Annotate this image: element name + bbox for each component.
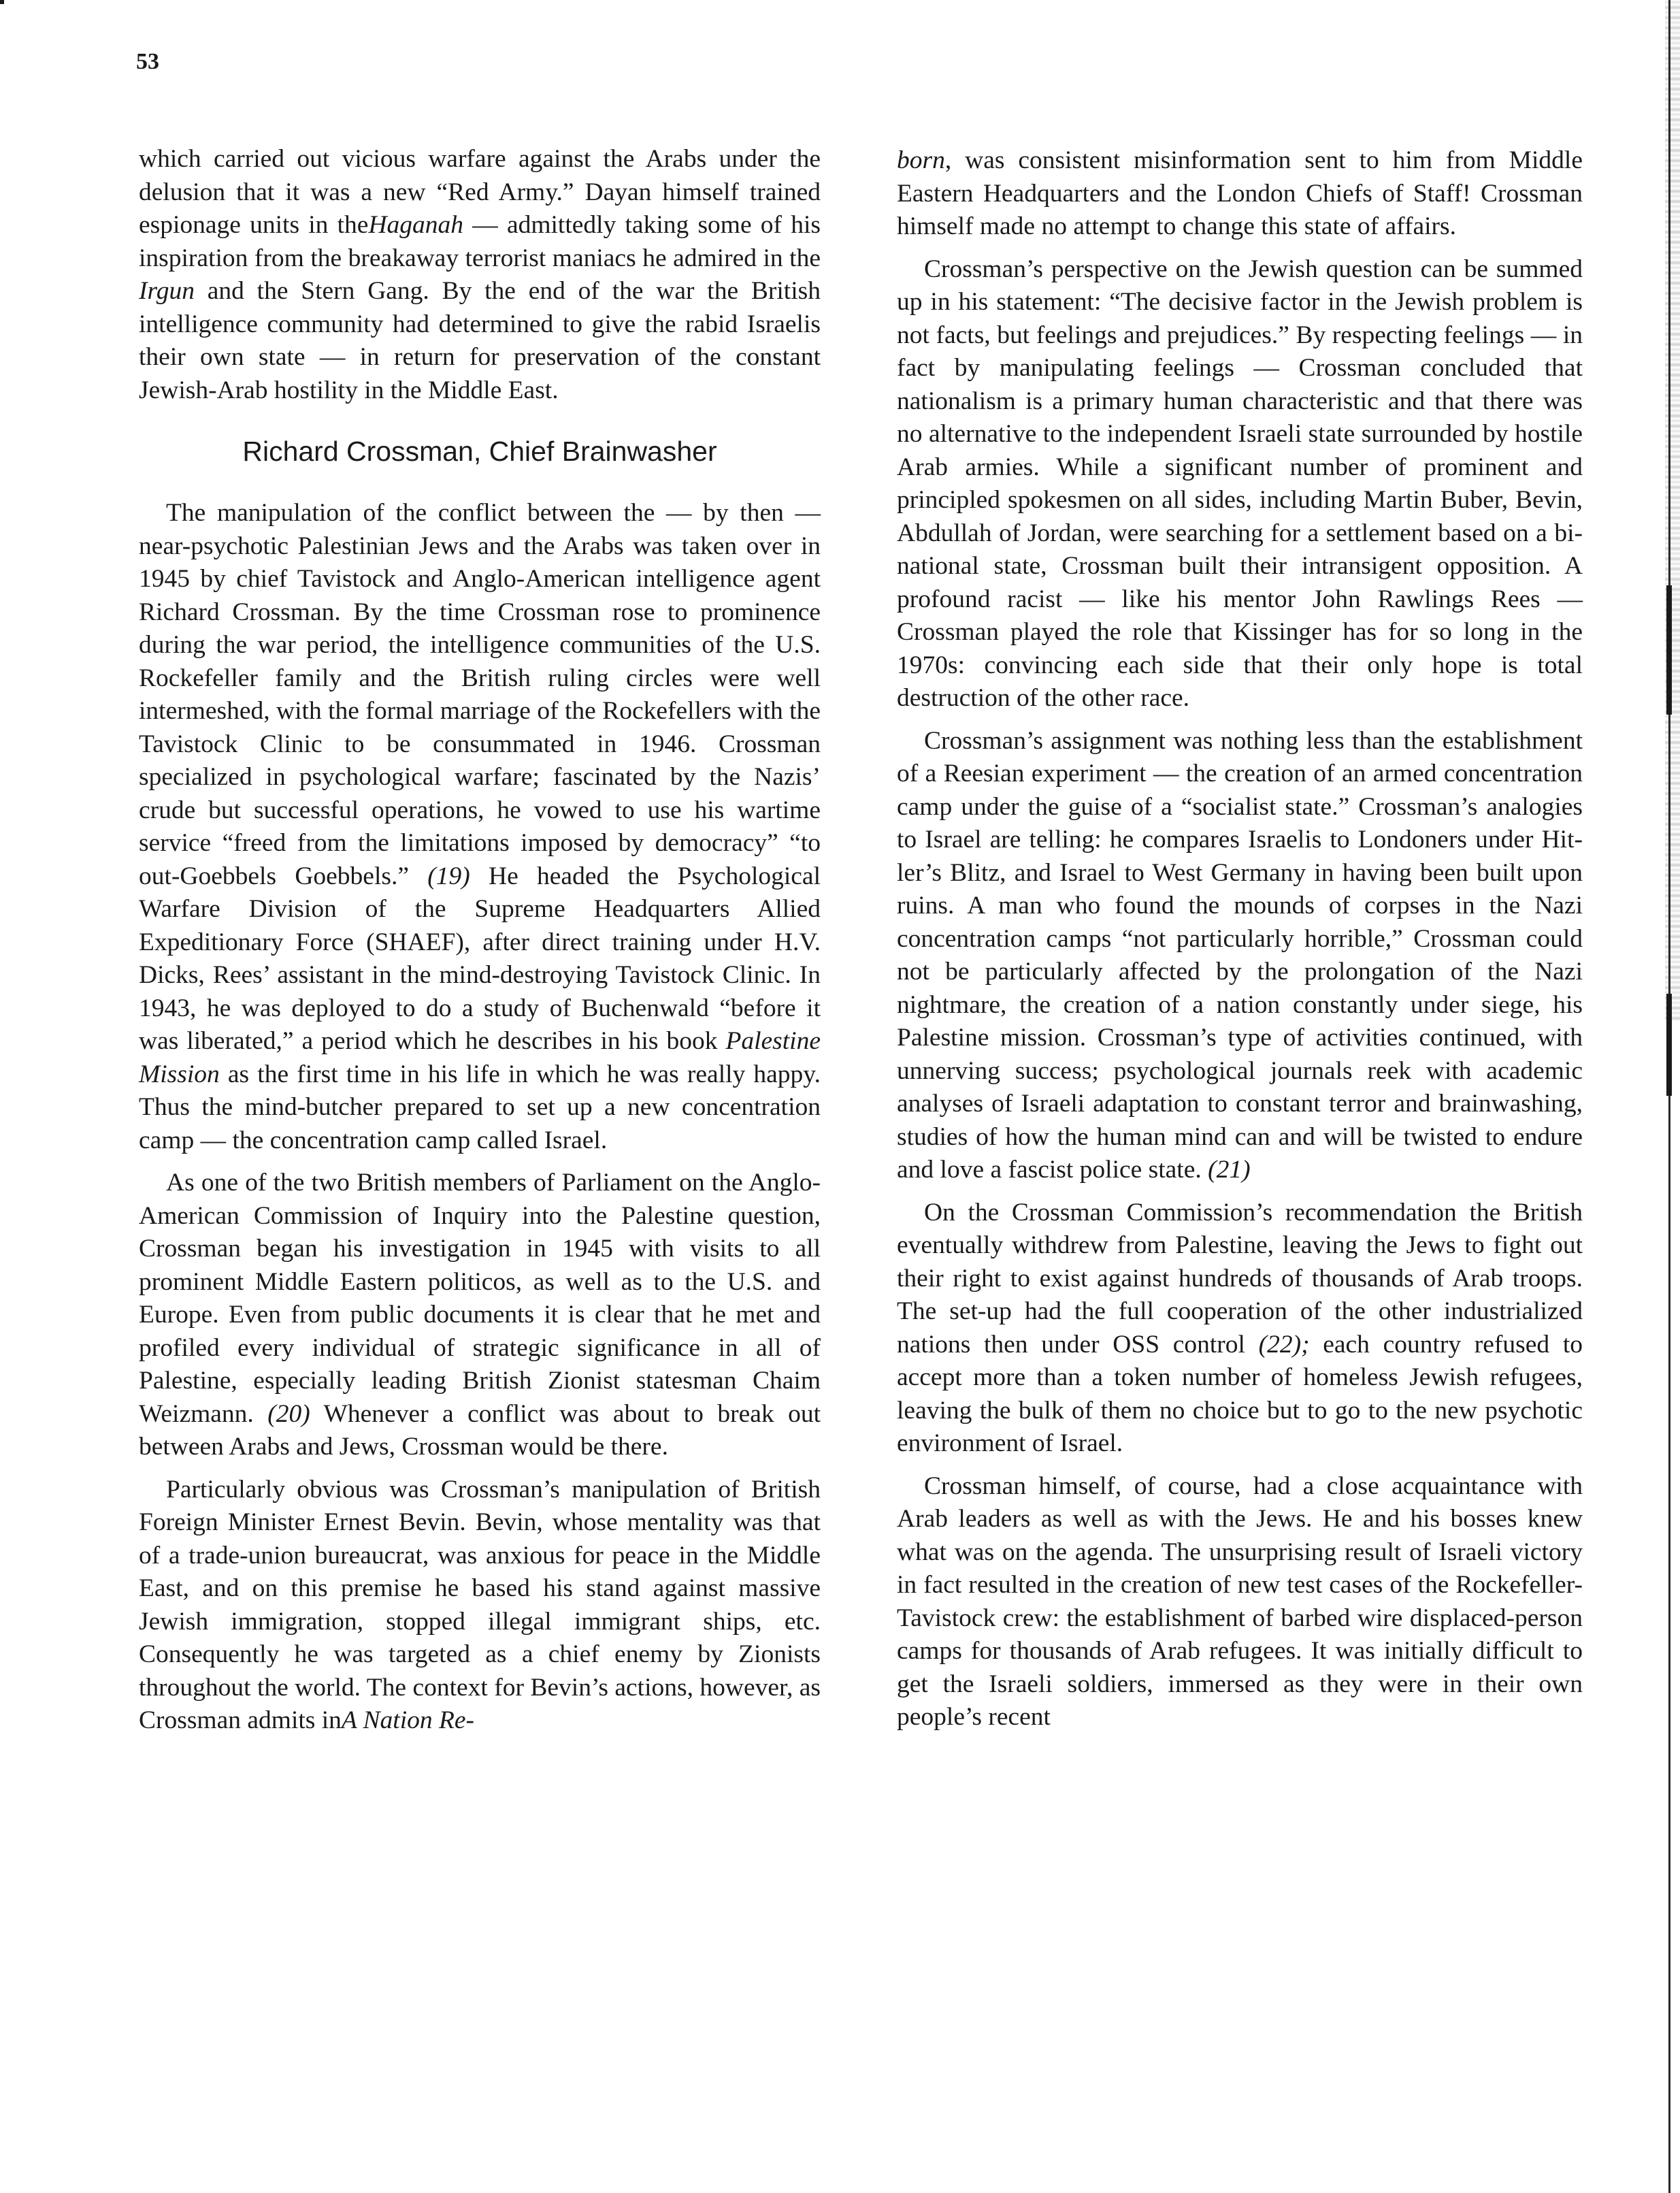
right-paragraph-1: born, was consistent misinformation sent to him from Middle Eastern Headquarters and the London Chiefs of Staff! Crossman himself made no attempt to change this state of affairs.: [897, 146, 1583, 240]
right-paragraph-2: Crossman’s perspective on the Jewish question can be summed up in his statement: “The decisive factor in the Jewish problem is not facts, but feelings and prejudices.” By respecting feelings — in fact by manipulating feelings — Crossman concluded that nationalism is a primary human characteristic and that there was no alternative to the independent Israeli state surrounded by hostile Arab armies. While a significant number of prominent and principled spokesmen on all sides, including Martin Buber, Bevin, Abdullah of Jordan, were searching for a settlement based on a bi-national state, Crossman built their intransigent opposition. A profound racist — like his mentor John Rawlings Rees — Crossman played the role that Kissinger has for so long in the 1970s: convincing each side that their only hope is total destruction of the other race.: [897, 255, 1583, 712]
section-heading: Richard Crossman, Chief Brainwasher: [242, 436, 717, 467]
page-number: 53: [136, 49, 159, 74]
scan-edge-texture: [1665, 0, 1680, 1021]
left-paragraph-3: As one of the two British members of Parliament on the Anglo-American Commission of Inquiry into the Palestine question, Crossman began his investigation in 1945 with visits to all prominent Middle Eastern politicos, as well as to the U.S. and Europe. Even from public documents it is clear that he met and profiled every individual of strategic significance in all of Palestine, especially leading British Zionist statesman Chaim Weizmann. (20) Whenever a conflict was about to break out between Arabs and Jews, Crossman would be there.: [139, 1169, 821, 1461]
scan-corner-mark: [0, 0, 4, 4]
right-paragraph-4: On the Crossman Commission’s recommendation the British eventually withdrew from Palestine, leaving the Jews to fight out their right to exist against hundreds of thousands of Arab troops. The set-up had the full cooperation of the other industrialized nations then under OSS control (22); each country refused to accept more than a token number of homeless Jewish refugees, leaving the bulk of them no choice but to go to the new psychotic environment of Israel.: [897, 1198, 1583, 1457]
right-column: [897, 144, 1583, 1744]
left-paragraph-1: which carried out vicious warfare against the Arabs under the delusion that it was a new “Red Army.” Dayan himself trained espionage units in theHaganah — admittedly taking some of his inspiration from the breakaway terrorist maniacs he admired in the Irgun and the Stern Gang. By the end of the war the British intelligence community had determined to give the rabid Israelis their own state — in return for preservation of the constant Jewish-Arab hostility in the Middle East.: [139, 145, 821, 404]
scan-edge-mark: [1666, 994, 1672, 1096]
left-paragraph-2: The manipulation of the conflict between the — by then — near-psychotic Palestinian Jews and the Arabs was taken over in 1945 by chief Tavistock and Anglo-American intelligence agent Richard Crossman. By the time Crossman rose to prominence during the war period, the intelligence communities of the U.S. Rockefeller family and the British ruling circles were well intermeshed, with the formal marriage of the Rockefellers with the Tavistock Clinic to be consummated in 1946. Crossman specialized in psychological warfare; fascinated by the Nazis’ crude but successful operations, he vowed to use his wartime service “freed from the limitations imposed by democracy” “to out-Goebbels Goebbels.” (19) He headed the Psychological Warfare Division of the Supreme Headquarters Allied Expeditionary Force (SHAEF), after direct training under H.V. Dicks, Rees’ assistant in the mind-destroying Tavistock Clinic. In 1943, he was deployed to do a study of Buchenwald “before it was liberated,” a period which he describes in his book Palestine Mission as the first time in his life in which he was really happy. Thus the mind-butcher prepared to set up a new concentration camp — the concentration camp called Israel.: [139, 499, 821, 1154]
scan-edge-mark: [1666, 585, 1672, 715]
right-paragraph-5: Crossman himself, of course, had a close acquaintance with Arab leaders as well as with the Jews. He and his bosses knew what was on the agenda. The unsurprising result of Israeli victory in fact resulted in the creation of new test cases of the Rockefeller-Tavistock crew: the establishment of barbed wire displaced-person camps for thousands of Arab refugees. It was initially difficult to get the Israeli soldiers, immersed as they were in their own people’s recent: [897, 1472, 1583, 1731]
left-paragraph-4: Particularly obvious was Crossman’s manipulation of British Foreign Minister Ernest Bevin. Bevin, whose mentality was that of a trade-union bureaucrat, was anxious for peace in the Middle East, and on this premise he based his stand against massive Jewish immigration, stopped illegal immigrant ships, etc. Consequently he was targeted as a chief enemy by Zionists throughout the world. The context for Bevin’s actions, however, as Crossman admits inA Nation Re-: [139, 1475, 821, 1734]
scan-edge-line: [1668, 0, 1670, 2193]
right-paragraph-3: Crossman’s assignment was nothing less than the establishment of a Reesian experiment — the creation of an armed concentration camp under the guise of a “socialist state.” Crossman’s analogies to Israel are telling: he compares Israelis to Londoners under Hitler’s Blitz, and Israel to West Germany in having been built upon ruins. A man who found the mounds of corpses in the Nazi concentration camps “not particularly horrible,” Crossman could not be particularly affected by the prolongation of the Nazi nightmare, the creation of a nation constantly under siege, his Palestine mission. Crossman’s type of activities continued, with unnerving success; psychological journals reek with academic analyses of Israeli adaptation to constant terror and brainwashing, studies of how the human mind can and will be twisted to endure and love a fascist police state. (21): [897, 726, 1583, 1184]
left-column: [139, 143, 821, 1747]
